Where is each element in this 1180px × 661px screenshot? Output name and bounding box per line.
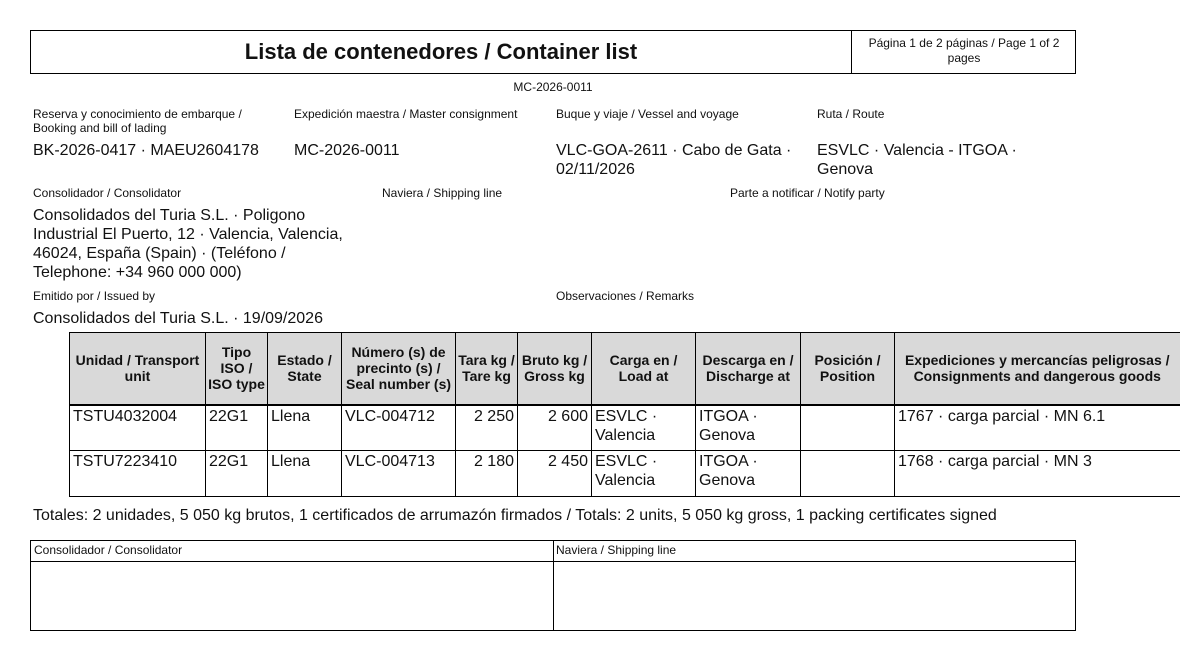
totals-summary: Totales: 2 unidades, 5 050 kg brutos, 1 certificados de arrumazón firmados / Totals: 2 units, 5 050 kg gross, 1 packing certificates signed bbox=[33, 507, 997, 524]
cell-iso-type: 22G1 bbox=[206, 451, 268, 497]
remarks-label: Observaciones / Remarks bbox=[556, 289, 695, 303]
table-row bbox=[70, 405, 1180, 451]
cell-consignments-text: 1767 · carga parcial · MN 6.1 bbox=[898, 407, 1106, 425]
column-header-tare: Tara kg / Tare kg bbox=[456, 333, 518, 405]
cell-seal-number: VLC-004712 bbox=[342, 405, 456, 451]
cell-position bbox=[801, 451, 895, 497]
issued-by-label: Emitido por / Issued by bbox=[33, 289, 156, 303]
booking-value: BK-2026-0417 · MAEU2604178 bbox=[33, 142, 259, 159]
signature-divider bbox=[553, 541, 554, 630]
column-header-position: Posición / Position bbox=[801, 333, 895, 405]
shipping-line-label: Naviera / Shipping line bbox=[382, 186, 503, 200]
column-header-consignments: Expediciones y mercancías peligrosas / Consignments and dangerous goods bbox=[895, 333, 1180, 405]
column-header-gross: Bruto kg / Gross kg bbox=[518, 333, 592, 405]
signature-section bbox=[30, 540, 1076, 631]
master-consignment-reference: MC-2026-0011 bbox=[513, 80, 593, 94]
cell-state: Llena bbox=[268, 405, 342, 451]
route-label: Ruta / Route bbox=[817, 107, 885, 121]
cell-gross: 2 450 bbox=[518, 451, 592, 497]
cell-transport-unit: TSTU7223410 bbox=[70, 451, 206, 497]
cell-iso-type: 22G1 bbox=[206, 405, 268, 451]
page-indicator: Página 1 de 2 páginas / Page 1 of 2 pages bbox=[868, 36, 1060, 65]
cell-seal-number: VLC-004713 bbox=[342, 451, 456, 497]
column-header-transport-unit: Unidad / Transport unit bbox=[70, 333, 206, 405]
cell-load-at: ESVLC · Valencia bbox=[592, 405, 696, 451]
column-header-state: Estado / State bbox=[268, 333, 342, 405]
master-consignment-label: Expedición maestra / Master consignment bbox=[294, 107, 518, 121]
cell-transport-unit: TSTU4032004 bbox=[70, 405, 206, 451]
vessel-voyage-value: VLC-GOA-2611 · Cabo de Gata · 02/11/2026 bbox=[556, 142, 792, 178]
notify-party-label: Parte a notificar / Notify party bbox=[730, 186, 885, 200]
container-table bbox=[69, 332, 1180, 497]
column-header-iso-type: Tipo ISO / ISO type bbox=[206, 333, 268, 405]
vessel-voyage-label: Buque y viaje / Vessel and voyage bbox=[556, 107, 739, 121]
table-row bbox=[70, 451, 1180, 497]
cell-gross: 2 600 bbox=[518, 405, 592, 451]
signature-consolidator-label: Consolidador / Consolidator bbox=[34, 543, 183, 557]
consolidator-value: Consolidados del Turia S.L. · Poligono Industrial El Puerto, 12 · Valencia, Valencia, 46024, España (Spain) · (Teléfono / Telephone: +34 960 000 000) bbox=[33, 207, 343, 281]
document-header bbox=[30, 30, 1076, 74]
consolidator-label: Consolidador / Consolidator bbox=[33, 186, 182, 200]
document-title: Lista de contenedores / Container list bbox=[244, 39, 638, 64]
cell-discharge-at: ITGOA · Genova bbox=[696, 405, 801, 451]
table-header-row bbox=[70, 333, 1180, 405]
route-value: ESVLC · Valencia - ITGOA · Genova bbox=[817, 142, 1017, 178]
signature-shipping-line-label: Naviera / Shipping line bbox=[556, 543, 677, 557]
cell-consignments bbox=[895, 451, 1180, 497]
cell-consignments-text: 1768 · carga parcial · MN 3 bbox=[898, 453, 1092, 470]
issued-by-value: Consolidados del Turia S.L. · 19/09/2026 bbox=[33, 310, 323, 327]
cell-state: Llena bbox=[268, 451, 342, 497]
header-divider bbox=[851, 31, 852, 73]
cell-tare: 2 180 bbox=[456, 451, 518, 497]
cell-load-at: ESVLC · Valencia bbox=[592, 451, 696, 497]
cell-tare: 2 250 bbox=[456, 405, 518, 451]
cell-position bbox=[801, 405, 895, 451]
column-header-discharge-at: Descarga en / Discharge at bbox=[696, 333, 801, 405]
container-table-wrapper bbox=[69, 332, 1170, 500]
master-consignment-value: MC-2026-0011 bbox=[294, 142, 400, 159]
column-header-seal-number: Número (s) de precinto (s) / Seal number (s) bbox=[342, 333, 456, 405]
column-header-load-at: Carga en / Load at bbox=[592, 333, 696, 405]
cell-consignments bbox=[895, 405, 1180, 451]
cell-discharge-at: ITGOA · Genova bbox=[696, 451, 801, 497]
booking-label: Reserva y conocimiento de embarque / Booking and bill of lading bbox=[33, 107, 242, 135]
